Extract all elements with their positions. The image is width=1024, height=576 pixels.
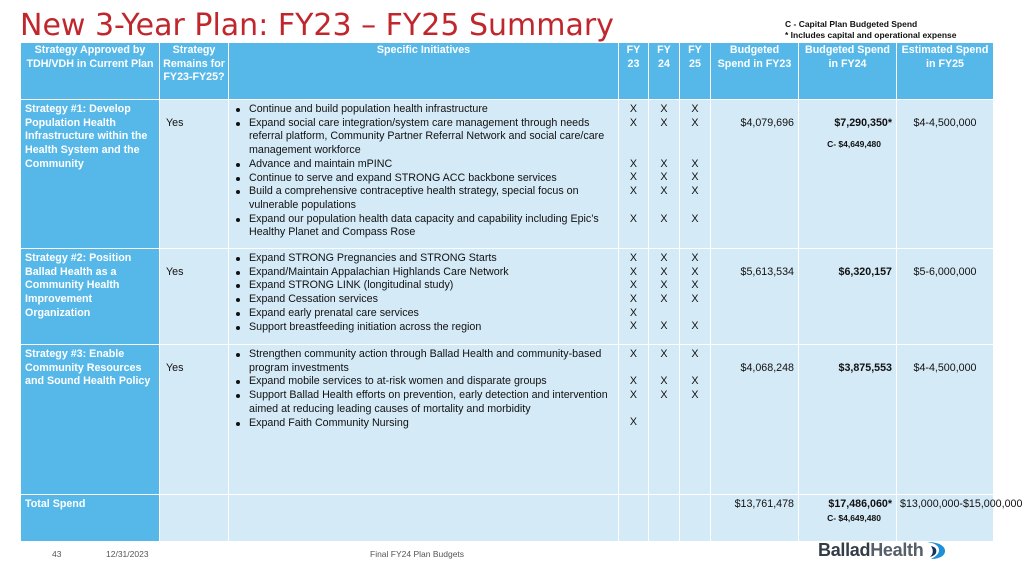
fy-mark: X bbox=[629, 279, 638, 292]
estimated-fy25 bbox=[897, 100, 994, 249]
initiatives-cell bbox=[229, 345, 619, 495]
header-budget-fy23: Budgeted Spend in FY23 bbox=[711, 43, 799, 100]
initiative-item: Strengthen community action through Ballad Health and community-based program investments bbox=[232, 348, 615, 375]
budget-fy24-capital: C- $4,649,480 bbox=[827, 139, 881, 150]
fy-mark bbox=[619, 199, 648, 213]
fy-mark bbox=[680, 362, 710, 376]
fy-mark: X bbox=[660, 320, 668, 333]
initiative-item: Support breastfeeding initiation across the region bbox=[232, 321, 615, 335]
fy-mark: X bbox=[660, 212, 668, 225]
total-empty-cell bbox=[649, 495, 680, 542]
fy-mark: X bbox=[691, 320, 699, 333]
fy-mark bbox=[649, 130, 679, 144]
total-estimated-fy25: $13,000,000-$15,000,000 bbox=[897, 495, 994, 542]
fy-mark bbox=[680, 130, 710, 144]
header-fy25: FY 25 bbox=[680, 43, 711, 100]
remains-value: Yes bbox=[166, 116, 184, 129]
budget-fy23-value: $4,068,248 bbox=[740, 361, 794, 374]
fy-mark: X bbox=[660, 348, 668, 360]
fy-mark: X bbox=[629, 320, 638, 333]
total-empty-cell bbox=[680, 495, 711, 542]
total-empty-cell bbox=[619, 495, 649, 542]
fy24-marks bbox=[649, 100, 680, 249]
fy-mark: X bbox=[691, 293, 699, 306]
fy-mark: X bbox=[629, 348, 638, 360]
initiative-item: Expand Cessation services bbox=[232, 293, 615, 307]
initiative-item: Advance and maintain mPINC bbox=[232, 158, 615, 172]
fy-mark: X bbox=[629, 212, 638, 225]
fy-mark: X bbox=[660, 293, 668, 306]
header-fy24: FY 24 bbox=[649, 43, 680, 100]
total-empty-cell bbox=[160, 495, 229, 542]
initiative-item: Build a comprehensive contraceptive health strategy, special focus on vulnerable populations bbox=[232, 185, 615, 212]
fy24-marks bbox=[649, 345, 680, 495]
fy-mark bbox=[680, 199, 710, 213]
initiative-item: Expand STRONG LINK (longitudinal study) bbox=[232, 279, 615, 293]
budget-fy23 bbox=[711, 345, 799, 495]
footer-title: Final FY24 Plan Budgets bbox=[370, 549, 465, 559]
ballad-health-logo bbox=[818, 538, 947, 562]
initiatives-list bbox=[232, 252, 615, 334]
fy-mark: X bbox=[660, 279, 668, 292]
budget-fy23-value: $5,613,534 bbox=[740, 265, 794, 278]
fy-mark bbox=[680, 403, 710, 417]
estimated-fy25-value: $4-4,500,000 bbox=[913, 361, 977, 374]
header-row bbox=[21, 43, 994, 100]
strategy-row bbox=[21, 249, 994, 345]
fy-mark: X bbox=[629, 265, 638, 278]
fy-mark: X bbox=[691, 103, 699, 115]
fy-mark bbox=[649, 307, 679, 321]
fy-mark bbox=[649, 416, 679, 430]
initiatives-cell bbox=[229, 249, 619, 345]
total-budget-fy24-capital: C- $4,649,480 bbox=[827, 512, 881, 523]
plan-summary-table bbox=[20, 42, 1023, 542]
header-estimated-fy25: Estimated Spend in FY25 bbox=[897, 43, 994, 100]
fy-mark bbox=[680, 144, 710, 158]
fy-mark: X bbox=[691, 171, 699, 184]
footer-date: 12/31/2023 bbox=[106, 549, 149, 559]
logo-wordmark bbox=[818, 540, 923, 561]
header-remains: Strategy Remains for FY23-FY25? bbox=[160, 43, 229, 100]
fy-mark: X bbox=[629, 306, 638, 319]
estimated-fy25-value: $5-6,000,000 bbox=[913, 265, 977, 278]
header-strategy: Strategy Approved by TDH/VDH in Current Plan bbox=[21, 43, 160, 100]
fy-mark: X bbox=[660, 157, 668, 170]
remains-value: Yes bbox=[166, 265, 184, 278]
fy-mark: X bbox=[691, 116, 699, 129]
fy-mark: X bbox=[629, 116, 638, 129]
fy24-marks bbox=[649, 249, 680, 345]
fy-mark bbox=[649, 403, 679, 417]
initiative-item: Support Ballad Health efforts on prevention, early detection and intervention aimed at reducing leading causes of mortality and morbidity bbox=[232, 389, 615, 416]
strategy-remains bbox=[160, 100, 229, 249]
capital-note: C - Capital Plan Budgeted Spend bbox=[785, 19, 918, 29]
fy-mark: X bbox=[629, 185, 638, 198]
budget-fy24 bbox=[799, 249, 897, 345]
strategy-remains bbox=[160, 345, 229, 495]
header-initiatives: Specific Initiatives bbox=[229, 43, 619, 100]
initiative-item: Expand STRONG Pregnancies and STRONG Starts bbox=[232, 252, 615, 266]
budget-fy24-value: $7,290,350* bbox=[834, 116, 892, 129]
estimated-fy25 bbox=[897, 249, 994, 345]
fy25-marks bbox=[680, 249, 711, 345]
budget-fy23 bbox=[711, 249, 799, 345]
remains-value: Yes bbox=[166, 361, 184, 374]
budget-fy24 bbox=[799, 100, 897, 249]
strategy-row bbox=[21, 345, 994, 495]
fy-mark bbox=[649, 362, 679, 376]
fy-mark bbox=[680, 416, 710, 430]
fy-mark: X bbox=[691, 389, 699, 402]
initiative-item: Continue to serve and expand STRONG ACC backbone services bbox=[232, 172, 615, 186]
total-empty-cell bbox=[229, 495, 619, 542]
fy25-marks bbox=[680, 100, 711, 249]
fy-mark: X bbox=[691, 252, 699, 264]
header-budget-fy24: Budgeted Spend in FY24 bbox=[799, 43, 897, 100]
initiatives-list bbox=[232, 348, 615, 430]
fy-mark bbox=[619, 362, 648, 376]
expense-note: * Includes capital and operational expense bbox=[785, 29, 957, 40]
logo-swoosh-icon bbox=[925, 540, 947, 560]
fy-mark: X bbox=[660, 375, 668, 388]
initiatives-cell bbox=[229, 100, 619, 249]
fy-mark: X bbox=[660, 171, 668, 184]
strategy-name: Strategy #2: Position Ballad Health as a Community Health Improvement Organization bbox=[21, 249, 160, 345]
initiative-item: Expand Faith Community Nursing bbox=[232, 417, 615, 431]
fy-mark bbox=[649, 144, 679, 158]
fy-mark: X bbox=[629, 389, 638, 402]
page-title: New 3-Year Plan: FY23 – FY25 Summary bbox=[20, 8, 614, 43]
fy-mark bbox=[680, 307, 710, 321]
estimated-fy25 bbox=[897, 345, 994, 495]
total-budget-fy23: $13,761,478 bbox=[711, 495, 799, 542]
legend-notes bbox=[785, 19, 956, 40]
header-fy23: FY 23 bbox=[619, 43, 649, 100]
budget-fy24 bbox=[799, 345, 897, 495]
budget-fy23 bbox=[711, 100, 799, 249]
fy-mark: X bbox=[660, 389, 668, 402]
fy-mark: X bbox=[691, 279, 699, 292]
fy-mark: X bbox=[629, 293, 638, 306]
fy-mark: X bbox=[691, 157, 699, 170]
fy-mark: X bbox=[629, 416, 638, 429]
initiative-item: Expand social care integration/system care management through needs referral platform, Community Partner Referral Network and social care/care management workforce bbox=[232, 117, 615, 158]
fy25-marks bbox=[680, 345, 711, 495]
fy-mark: X bbox=[629, 252, 638, 264]
fy-mark: X bbox=[691, 348, 699, 360]
budget-fy24-value: $6,320,157 bbox=[838, 265, 892, 278]
fy-mark bbox=[649, 199, 679, 213]
budget-fy24-value: $3,875,553 bbox=[838, 361, 892, 374]
fy-mark bbox=[619, 403, 648, 417]
initiative-item: Expand mobile services to at-risk women and disparate groups bbox=[232, 375, 615, 389]
strategy-name: Strategy #1: Develop Population Health Infrastructure within the Health System and the Community bbox=[21, 100, 160, 249]
fy-mark bbox=[619, 144, 648, 158]
fy-mark: X bbox=[629, 103, 638, 115]
initiative-item: Expand early prenatal care services bbox=[232, 307, 615, 321]
fy-mark: X bbox=[691, 375, 699, 388]
fy-mark: X bbox=[660, 185, 668, 198]
fy-mark: X bbox=[691, 185, 699, 198]
strategy-row bbox=[21, 100, 994, 249]
total-row bbox=[21, 495, 994, 542]
fy-mark: X bbox=[629, 375, 638, 388]
total-label: Total Spend bbox=[21, 495, 160, 542]
fy-mark: X bbox=[691, 212, 699, 225]
logo-text-ballad: Ballad bbox=[818, 539, 871, 560]
initiative-item: Expand our population health data capacity and capability including Epic’s Healthy Planet and Compass Rose bbox=[232, 213, 615, 240]
initiative-item: Continue and build population health infrastructure bbox=[232, 103, 615, 117]
fy-mark: X bbox=[660, 252, 668, 264]
initiative-item: Expand/Maintain Appalachian Highlands Care Network bbox=[232, 266, 615, 280]
estimated-fy25-value: $4-4,500,000 bbox=[913, 116, 977, 129]
fy-mark: X bbox=[660, 116, 668, 129]
fy23-marks bbox=[619, 100, 649, 249]
total-budget-fy24 bbox=[799, 495, 897, 542]
logo-text-health: Health bbox=[870, 539, 924, 560]
page-number: 43 bbox=[52, 549, 62, 559]
fy-mark: X bbox=[691, 265, 699, 278]
initiatives-list bbox=[232, 103, 615, 240]
fy-mark bbox=[619, 130, 648, 144]
strategy-remains bbox=[160, 249, 229, 345]
fy-mark: X bbox=[629, 171, 638, 184]
budget-fy23-value: $4,079,696 bbox=[740, 116, 794, 129]
fy-mark: X bbox=[660, 103, 668, 115]
fy23-marks bbox=[619, 345, 649, 495]
total-budget-fy24-value: $17,486,060* bbox=[828, 498, 892, 510]
fy23-marks bbox=[619, 249, 649, 345]
fy-mark: X bbox=[629, 157, 638, 170]
fy-mark: X bbox=[660, 265, 668, 278]
strategy-name: Strategy #3: Enable Community Resources and Sound Health Policy bbox=[21, 345, 160, 495]
